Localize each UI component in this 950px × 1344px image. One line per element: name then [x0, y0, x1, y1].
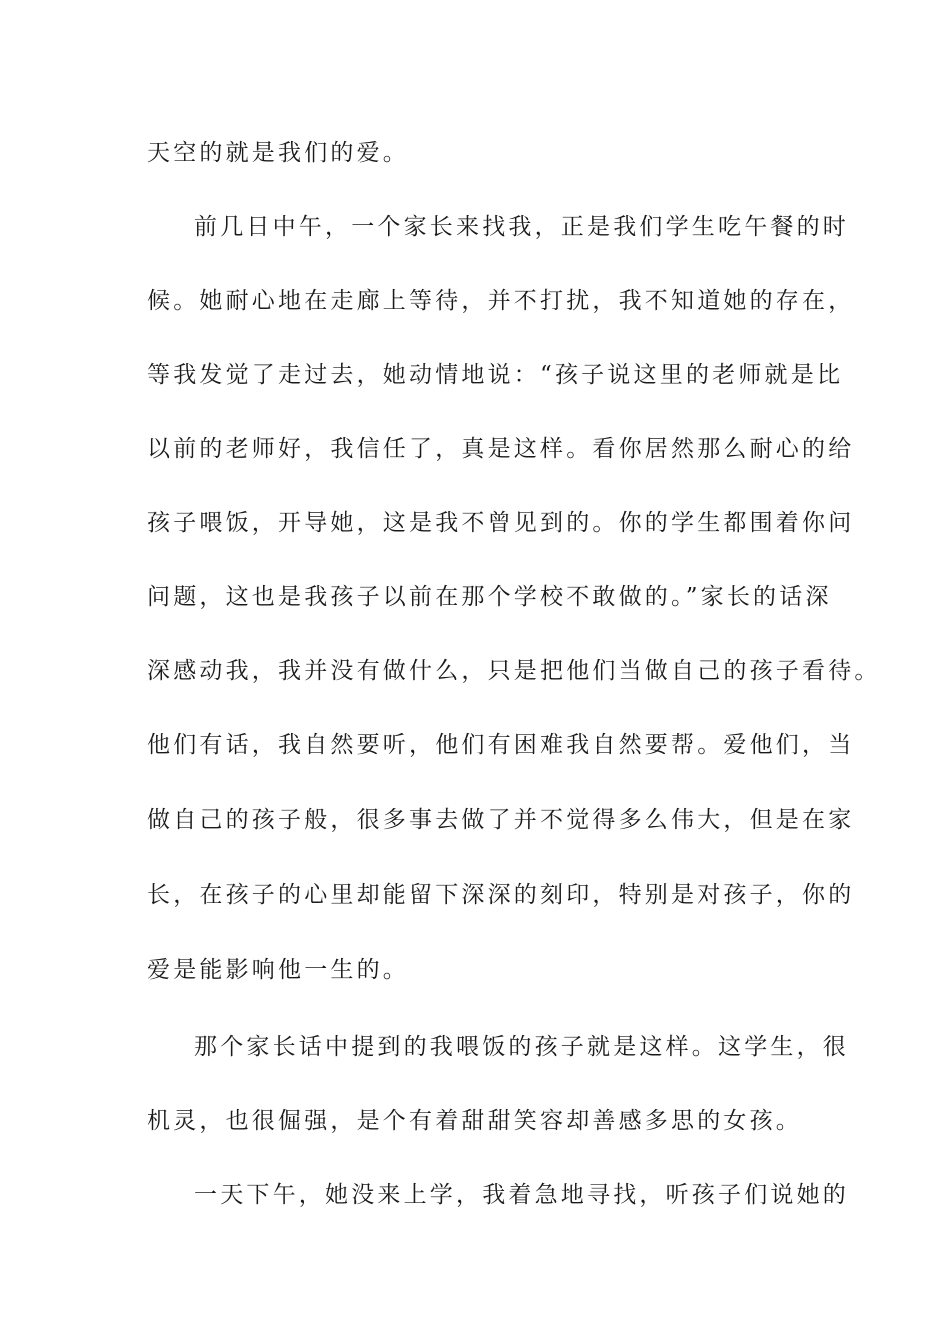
paragraph-start-line: 前几日中午，一个家长来找我，正是我们学生吃午餐的时 — [194, 214, 849, 240]
text-line: 深感动我，我并没有做什么，只是把他们当做自己的孩子看待。 — [147, 658, 881, 684]
text-line: 天空的就是我们的爱。 — [147, 140, 409, 166]
text-line: 等我发觉了走过去，她动情地说：“孩子说这里的老师就是比 — [147, 362, 844, 388]
paragraph-start-line: 一天下午，她没来上学，我着急地寻找，听孩子们说她的 — [194, 1182, 849, 1208]
text-line: 机灵，也很倔强，是个有着甜甜笑容却善感多思的女孩。 — [147, 1108, 802, 1134]
text-line: 孩子喂饭，开导她，这是我不曾见到的。你的学生都围着你问 — [147, 510, 855, 536]
text-line: 以前的老师好，我信任了，真是这样。看你居然那么耐心的给 — [147, 436, 855, 462]
text-line: 长，在孩子的心里却能留下深深的刻印，特别是对孩子，你的 — [147, 882, 855, 908]
text-line: 做自己的孩子般，很多事去做了并不觉得多么伟大，但是在家 — [147, 807, 855, 833]
text-line: 爱是能影响他一生的。 — [147, 957, 409, 983]
text-line: 问题，这也是我孩子以前在那个学校不敢做的。”家长的话深 — [147, 584, 832, 610]
text-line: 候。她耐心地在走廊上等待，并不打扰，我不知道她的存在， — [147, 288, 855, 314]
text-line: 他们有话，我自然要听，他们有困难我自然要帮。爱他们，当 — [147, 732, 855, 758]
paragraph-start-line: 那个家长话中提到的我喂饭的孩子就是这样。这学生，很 — [194, 1034, 849, 1060]
